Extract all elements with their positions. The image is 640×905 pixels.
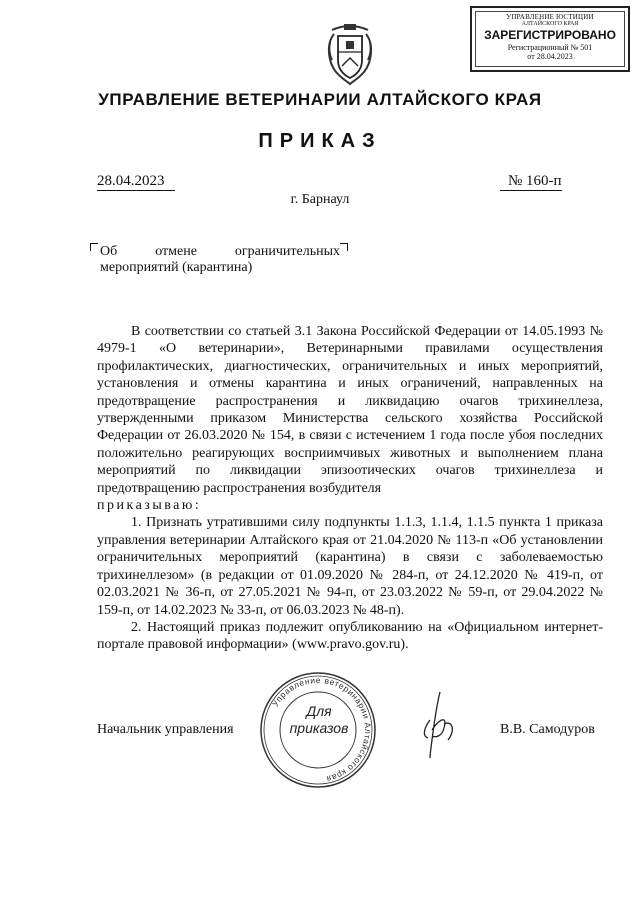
signatory-title: Начальник управления — [97, 722, 234, 737]
order-date: 28.04.2023 — [97, 173, 175, 191]
handwritten-signature — [418, 690, 458, 760]
order-subject — [100, 244, 340, 276]
subject-word-1: Об — [100, 244, 118, 259]
city: г. Барнаул — [290, 192, 350, 207]
organization-title: УПРАВЛЕНИЕ ВЕТЕРИНАРИИ АЛТАЙСКОГО КРАЯ — [98, 90, 542, 109]
stamp-reg-date: от 28.04.2023 — [527, 52, 573, 61]
registration-stamp — [470, 6, 630, 72]
subject-word-3: ограничительных — [234, 244, 340, 259]
subject-word-2: отмене — [155, 244, 197, 259]
order-item-2: 2. Настоящий приказ подлежит опубликованию на «Официальном интернет-портале правовой информации» (www.pravo.gov.ru). — [97, 619, 603, 653]
order-body — [97, 323, 603, 654]
signatory-name: В.В. Самодуров — [500, 722, 595, 737]
stamp-reg-number: Регистрационный № 501 — [507, 43, 593, 52]
preamble-paragraph: В соответствии со статьей 3.1 Закона Российской Федерации от 14.05.1993 № 4979-1 «О ветеринарии», Ветеринарными правилами осуществления профилактических, диагностических, ограничительных и иных мероприятий, установления и отмены карантина и иных ограничений, направленных на предотвращение распространения и ликвидацию очагов трихинеллеза, утвержденными приказом Министерства сельского хозяйства Российской Федерации от 26.03.2020 № 154, в связи с истечением 1 года после убоя последних положительно реагирующих восприимчивых животных и выполнением плана мероприятий по ликвидации эпизоотических очагов трихинеллеза и предотвращению распространения возбудителя — [97, 324, 603, 496]
stamp-registered: ЗАРЕГИСТРИРОВАНО — [484, 28, 616, 42]
seal-center-text: Для приказов — [289, 703, 349, 736]
order-item-1: 1. Признать утратившими силу подпункты 1.1.3, 1.1.4, 1.1.5 пункта 1 приказа управления ветеринарии Алтайского края от 21.04.2020 № 113-п «Об установлении ограничительных мероприятий (карантина) в связи с заболеваемостью трихинеллезом» (в редакции от 01.09.2020 № 284-п, от 24.12.2020 № 419-п, от 02.03.2021 № 36-п, от 27.05.2021 № 94-п, от 23.03.2022 № 59-п, от 29.04.2022 № 159-п, от 14.02.2023 № 33-п, от 06.03.2023 № 48-п). — [97, 515, 603, 618]
coat-of-arms-icon — [326, 22, 374, 86]
order-word: приказываю: — [97, 498, 202, 514]
subject-corner-left — [90, 243, 98, 251]
order-number: № 160-п — [500, 173, 562, 191]
subject-line-2: мероприятий (карантина) — [100, 260, 253, 275]
stamp-region: АЛТАЙСКОГО КРАЯ — [521, 21, 579, 27]
subject-corner-right — [340, 243, 348, 251]
stamp-authority: УПРАВЛЕНИЕ ЮСТИЦИИ — [506, 13, 594, 21]
seal-ring-text: Управление ветеринарии Алтайского края — [269, 674, 374, 785]
document-title: ПРИКАЗ — [258, 130, 382, 152]
